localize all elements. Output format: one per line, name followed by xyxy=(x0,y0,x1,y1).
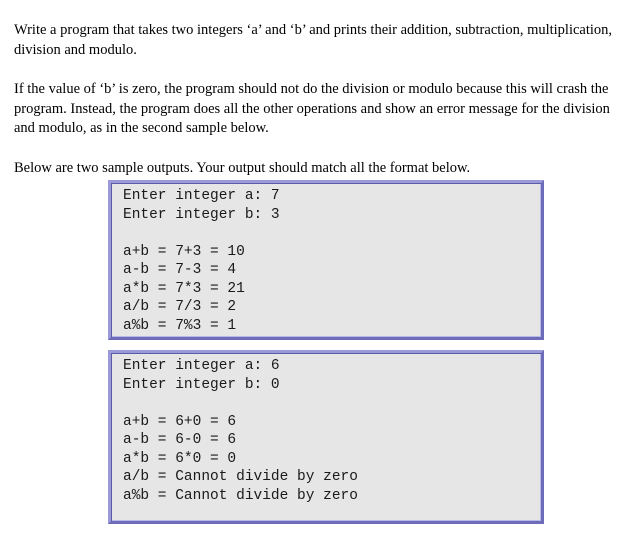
console-input-line: Enter integer b: 0 xyxy=(123,376,280,393)
console-blank-line xyxy=(123,224,531,243)
instruction-paragraph-1: Write a program that takes two integers ‘a’ and ‘b’ and prints their addition, subtraction, multiplication, division and modulo. xyxy=(14,22,613,58)
console-input-line: Enter integer b: 3 xyxy=(123,206,280,223)
console-input-line: Enter integer a: 6 xyxy=(123,358,280,374)
console-output-line: a%b = Cannot divide by zero xyxy=(123,487,358,504)
console-output-line: a%b = 7%3 = 1 xyxy=(123,317,237,334)
console-output-line: a-b = 6-0 = 6 xyxy=(123,432,237,448)
console-input-line: Enter integer a: 7 xyxy=(123,188,280,204)
document-body xyxy=(14,21,626,524)
instruction-paragraph-3: Below are two sample outputs. Your output should match all the format below. xyxy=(14,159,471,176)
console-output-line: a+b = 6+0 = 6 xyxy=(123,413,237,430)
console-output-line: a/b = Cannot divide by zero xyxy=(123,469,358,485)
console-blank-line xyxy=(123,394,531,413)
console-output-line: a+b = 7+3 = 10 xyxy=(123,243,245,260)
sample-output-1 xyxy=(108,180,544,340)
sample-output-2 xyxy=(108,350,544,524)
console-output-line: a*b = 7*3 = 21 xyxy=(123,280,245,297)
instruction-paragraph-2: If the value of ‘b’ is zero, the program should not do the division or modulo because this will crash the program. Instead, the program does all the other operations and show an error message for the division and modulo, as in the second sample below. xyxy=(14,81,610,136)
console-output-line: a*b = 6*0 = 0 xyxy=(123,450,237,467)
console-output-line: a/b = 7/3 = 2 xyxy=(123,299,237,315)
console-output-line: a-b = 7-3 = 4 xyxy=(123,262,237,278)
